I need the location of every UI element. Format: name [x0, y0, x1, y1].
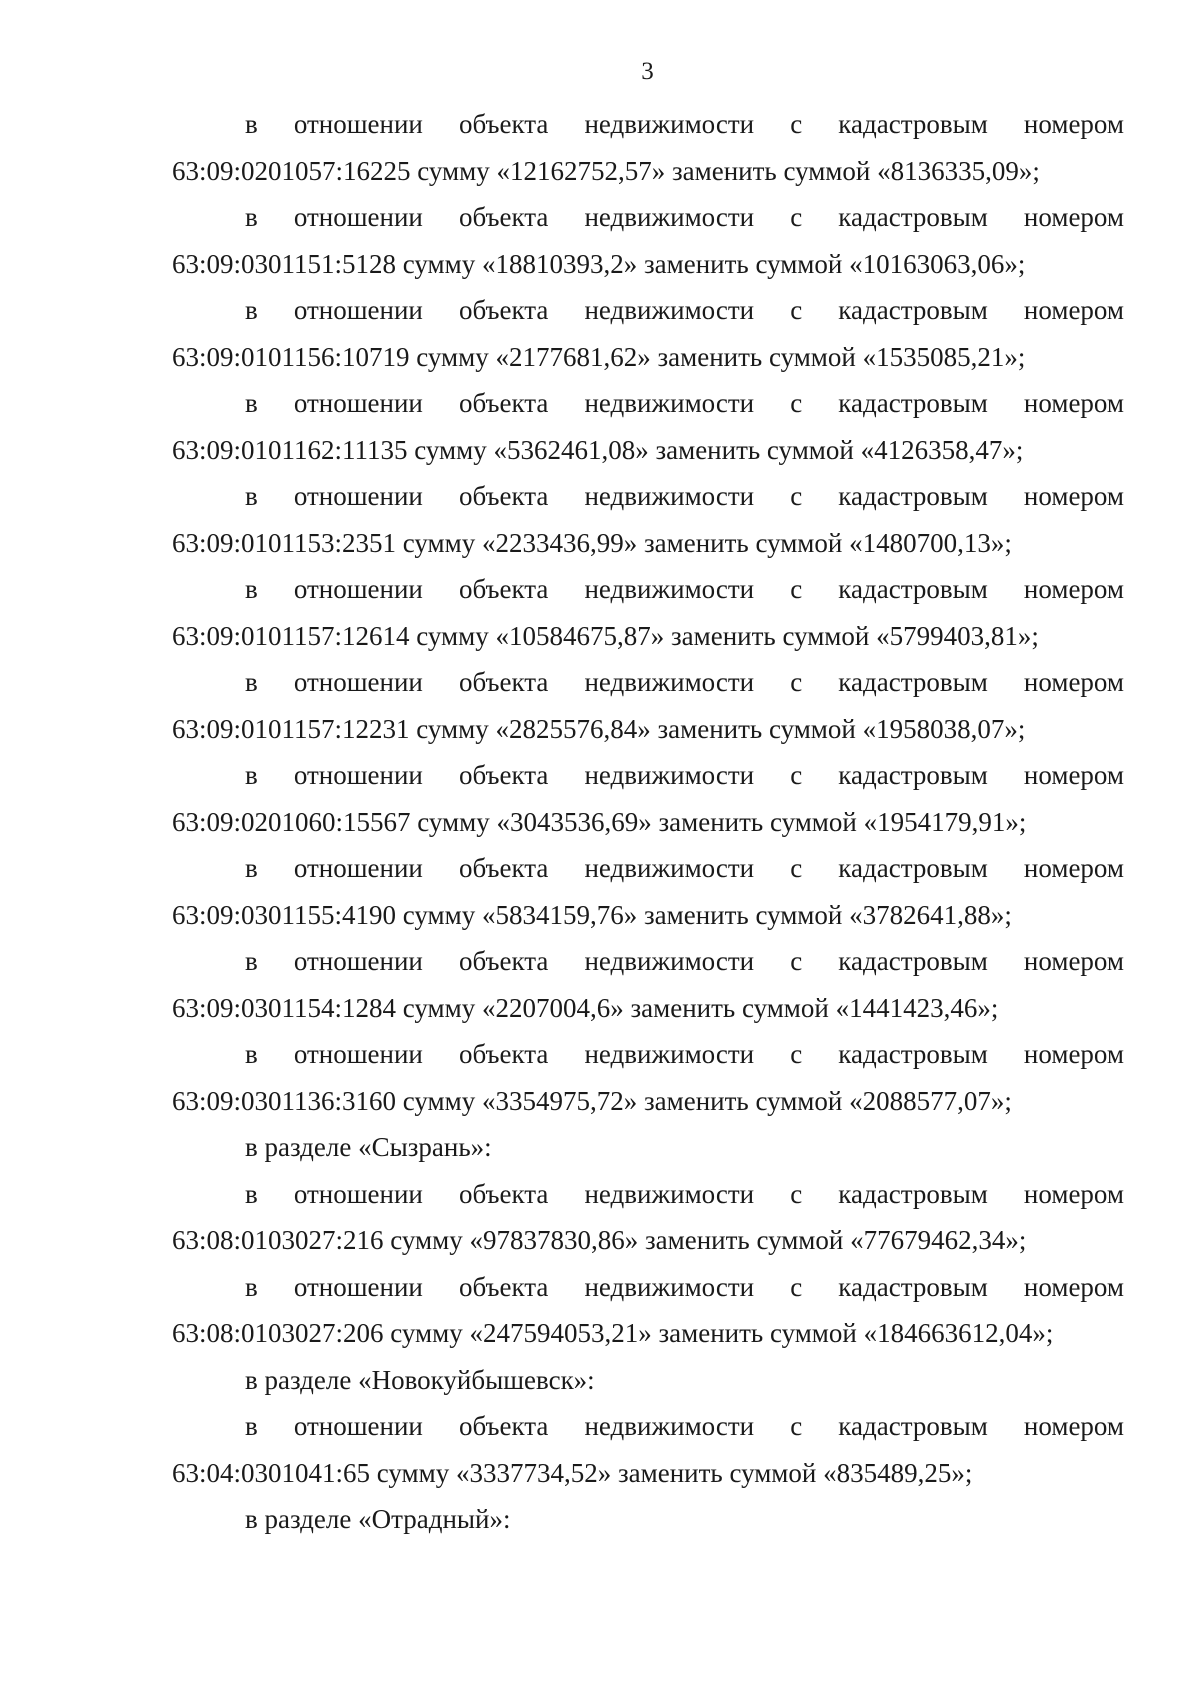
lead-word: недвижимости [584, 295, 755, 325]
cadastral-number: 63:09:0101156:10719 [172, 341, 410, 372]
cadastral-number: 63:09:0201060:15567 [172, 806, 411, 837]
cadastral-number: 63:08:0103027:216 [172, 1225, 384, 1255]
new-amount: 184663612,04 [877, 1318, 1033, 1348]
cadastral-number: 63:09:0101157:12614 [172, 620, 410, 651]
old-amount: 2233436,99 [495, 527, 624, 558]
lead-word: кадастровым [838, 760, 988, 790]
entry-amount-line: 63:09:0101156:10719 сумму «2177681,62» заменить суммой «1535085,21»; [172, 341, 1026, 372]
entry-lead-line [172, 752, 1124, 799]
lead-word: объекта [458, 481, 549, 511]
lead-word: в [245, 295, 258, 325]
lead-word: с [790, 667, 803, 697]
lead-word: кадастровым [838, 481, 988, 511]
entry-lead-line [172, 659, 1124, 706]
lead-word: отношении [293, 853, 423, 883]
lead-word: недвижимости [584, 760, 755, 790]
entry-amount-line: 63:08:0103027:216 сумму «97837830,86» заменить суммой «77679462,34»; [172, 1225, 1027, 1255]
lead-word: отношении [293, 388, 423, 418]
lead-word: кадастровым [838, 1039, 988, 1069]
lead-word: в [245, 1411, 258, 1441]
lead-word: недвижимости [584, 1178, 755, 1209]
new-amount: 1958038,07 [876, 713, 1005, 744]
lead-word: с [790, 574, 803, 604]
lead-word: объекта [458, 295, 549, 325]
new-amount: 1954179,91 [877, 806, 1006, 837]
entry-lead-line [172, 1403, 1124, 1450]
lead-word: объекта [458, 1411, 549, 1441]
new-amount: 10163063,06 [862, 248, 1005, 279]
new-amount: 4126358,47 [874, 434, 1003, 465]
entry-lead-line [172, 380, 1124, 427]
lead-word: с [790, 295, 803, 325]
lead-word: кадастровым [838, 1411, 988, 1441]
old-amount: 2177681,62 [508, 341, 638, 372]
lead-word: номером [1023, 1271, 1124, 1302]
cadastral-number: 63:09:0301155:4190 [172, 899, 397, 930]
lead-word: в [245, 1271, 258, 1302]
lead-word: объекта [458, 109, 549, 139]
entry-lead-line [172, 287, 1124, 334]
old-amount: 5834159,76 [495, 899, 624, 930]
lead-word: недвижимости [584, 574, 755, 604]
entry-lead-line [172, 473, 1124, 520]
lead-word: недвижимости [584, 853, 755, 883]
lead-word: объекта [458, 1178, 549, 1209]
lead-word: номером [1023, 760, 1124, 790]
lead-word: в [245, 853, 258, 883]
lead-word: объекта [458, 760, 549, 790]
section-heading: в разделе «Сызрань»: [245, 1132, 492, 1162]
entry-lead-line [172, 1031, 1124, 1078]
lead-word: недвижимости [584, 1411, 755, 1441]
entry-amount-line: 63:09:0301154:1284 сумму «2207004,6» заменить суммой «1441423,46»; [172, 992, 999, 1023]
lead-word: недвижимости [584, 946, 755, 976]
cadastral-number: 63:04:0301041:65 [172, 1457, 371, 1488]
lead-word: номером [1023, 388, 1124, 418]
lead-word: номером [1023, 853, 1124, 883]
lead-word: кадастровым [838, 295, 988, 325]
lead-word: кадастровым [838, 946, 988, 976]
entry-amount-line: 63:09:0201057:16225 сумму «12162752,57» заменить суммой «8136335,09»; [172, 155, 1040, 186]
lead-word: в [245, 574, 258, 604]
lead-word: объекта [458, 388, 549, 418]
lead-word: номером [1023, 202, 1124, 232]
new-amount: 8136335,09 [890, 155, 1019, 186]
old-amount: 10584675,87 [508, 620, 651, 651]
lead-word: отношении [293, 1411, 423, 1441]
entry-amount-line: 63:04:0301041:65 сумму «3337734,52» заменить суммой «835489,25»; [172, 1457, 973, 1488]
entry-amount-line: 63:09:0101153:2351 сумму «2233436,99» заменить суммой «1480700,13»; [172, 527, 1012, 558]
lead-word: объекта [458, 667, 549, 697]
lead-word: номером [1023, 946, 1124, 976]
old-amount: 12162752,57 [509, 155, 652, 186]
lead-word: кадастровым [838, 202, 988, 232]
lead-word: в [245, 202, 258, 232]
lead-word: объекта [458, 202, 549, 232]
old-amount: 247594053,21 [482, 1318, 639, 1348]
cadastral-number: 63:09:0101162:11135 [172, 434, 408, 465]
lead-word: кадастровым [838, 109, 988, 139]
lead-word: в [245, 1039, 258, 1069]
lead-word: недвижимости [584, 109, 755, 139]
lead-word: отношении [293, 946, 423, 976]
old-amount: 2207004,6 [495, 992, 611, 1023]
new-amount: 835489,25 [836, 1457, 952, 1488]
lead-word: номером [1023, 574, 1124, 604]
lead-word: с [790, 946, 803, 976]
cadastral-number: 63:09:0301154:1284 [172, 992, 397, 1023]
cadastral-number: 63:09:0101153:2351 [172, 527, 397, 558]
lead-word: отношении [293, 760, 423, 790]
new-amount: 5799403,81 [889, 620, 1018, 651]
lead-word: в [245, 388, 258, 418]
lead-word: объекта [458, 574, 549, 604]
lead-word: отношении [293, 295, 423, 325]
lead-word: недвижимости [584, 1271, 755, 1302]
lead-word: кадастровым [838, 853, 988, 883]
lead-word: отношении [293, 1039, 423, 1069]
lead-word: в [245, 760, 258, 790]
lead-word: кадастровым [838, 1271, 988, 1302]
section-heading: в разделе «Отрадный»: [245, 1504, 511, 1534]
lead-word: с [790, 853, 803, 883]
entry-lead-line [172, 1264, 1124, 1311]
lead-word: номером [1023, 295, 1124, 325]
lead-word: кадастровым [838, 574, 988, 604]
cadastral-number: 63:09:0201057:16225 [172, 155, 411, 186]
lead-word: с [790, 760, 803, 790]
new-amount: 1480700,13 [862, 527, 991, 558]
old-amount: 18810393,2 [495, 248, 624, 279]
lead-word: отношении [293, 1271, 423, 1302]
new-amount: 77679462,34 [863, 1225, 1006, 1255]
new-amount: 1535085,21 [876, 341, 1005, 372]
lead-word: недвижимости [584, 388, 755, 418]
lead-word: кадастровым [838, 667, 988, 697]
lead-word: отношении [293, 481, 423, 511]
cadastral-number: 63:09:0301151:5128 [172, 248, 397, 279]
lead-word: отношении [293, 202, 423, 232]
lead-word: отношении [293, 109, 423, 139]
new-amount: 3782641,88 [862, 899, 991, 930]
lead-word: с [790, 1411, 803, 1441]
lead-word: с [790, 481, 803, 511]
lead-word: недвижимости [584, 667, 755, 697]
entry-amount-line: 63:09:0101157:12231 сумму «2825576,84» заменить суммой «1958038,07»; [172, 713, 1026, 744]
lead-word: отношении [293, 1178, 423, 1209]
entry-lead-line [172, 194, 1124, 241]
lead-word: объекта [458, 1039, 549, 1069]
lead-word: кадастровым [838, 388, 988, 418]
lead-word: с [790, 109, 803, 139]
lead-word: в [245, 481, 258, 511]
entry-amount-line: 63:09:0301136:3160 сумму «3354975,72» заменить суммой «2088577,07»; [172, 1085, 1012, 1116]
new-amount: 1441423,46 [849, 992, 978, 1023]
lead-word: объекта [458, 946, 549, 976]
entry-lead-line [172, 101, 1124, 148]
document-body [172, 101, 1124, 1543]
entry-lead-line [172, 566, 1124, 613]
lead-word: с [790, 1039, 803, 1069]
lead-word: с [790, 1178, 803, 1209]
lead-word: в [245, 1178, 258, 1209]
page-number: 3 [641, 58, 654, 85]
entry-amount-line: 63:09:0301155:4190 сумму «5834159,76» заменить суммой «3782641,88»; [172, 899, 1012, 930]
old-amount: 3337734,52 [469, 1457, 598, 1488]
lead-word: в [245, 667, 258, 697]
old-amount: 97837830,86 [482, 1225, 625, 1255]
entry-lead-line [172, 845, 1124, 892]
entry-amount-line: 63:09:0201060:15567 сумму «3043536,69» заменить суммой «1954179,91»; [172, 806, 1027, 837]
cadastral-number: 63:09:0101157:12231 [172, 713, 410, 744]
lead-word: с [790, 202, 803, 232]
lead-word: объекта [458, 1271, 549, 1302]
cadastral-number: 63:09:0301136:3160 [172, 1085, 397, 1116]
old-amount: 3354975,72 [495, 1085, 624, 1116]
lead-word: отношении [293, 667, 423, 697]
entry-amount-line: 63:09:0101157:12614 сумму «10584675,87» заменить суммой «5799403,81»; [172, 620, 1039, 651]
lead-word: объекта [458, 853, 549, 883]
lead-word: номером [1023, 481, 1124, 511]
lead-word: кадастровым [838, 1178, 988, 1209]
lead-word: с [790, 388, 803, 418]
lead-word: недвижимости [584, 202, 755, 232]
lead-word: недвижимости [584, 1039, 755, 1069]
lead-word: отношении [293, 574, 423, 604]
entry-amount-line: 63:08:0103027:206 сумму «247594053,21» заменить суммой «184663612,04»; [172, 1318, 1054, 1348]
old-amount: 2825576,84 [508, 713, 638, 744]
lead-word: с [790, 1271, 803, 1302]
entry-amount-line: 63:09:0101162:11135 сумму «5362461,08» заменить суммой «4126358,47»; [172, 434, 1024, 465]
section-heading: в разделе «Новокуйбышевск»: [245, 1364, 595, 1395]
new-amount: 2088577,07 [862, 1085, 991, 1116]
old-amount: 3043536,69 [509, 806, 639, 837]
cadastral-number: 63:08:0103027:206 [172, 1318, 384, 1348]
lead-word: недвижимости [584, 481, 755, 511]
lead-word: в [245, 946, 258, 976]
lead-word: в [245, 109, 258, 139]
entry-lead-line [172, 1171, 1124, 1218]
lead-word: номером [1023, 109, 1124, 139]
lead-word: номером [1023, 667, 1124, 697]
lead-word: номером [1023, 1411, 1124, 1441]
lead-word: номером [1023, 1178, 1124, 1209]
entry-lead-line [172, 938, 1124, 985]
old-amount: 5362461,08 [506, 434, 636, 465]
entry-amount-line: 63:09:0301151:5128 сумму «18810393,2» заменить суммой «10163063,06»; [172, 248, 1026, 279]
lead-word: номером [1023, 1039, 1124, 1069]
